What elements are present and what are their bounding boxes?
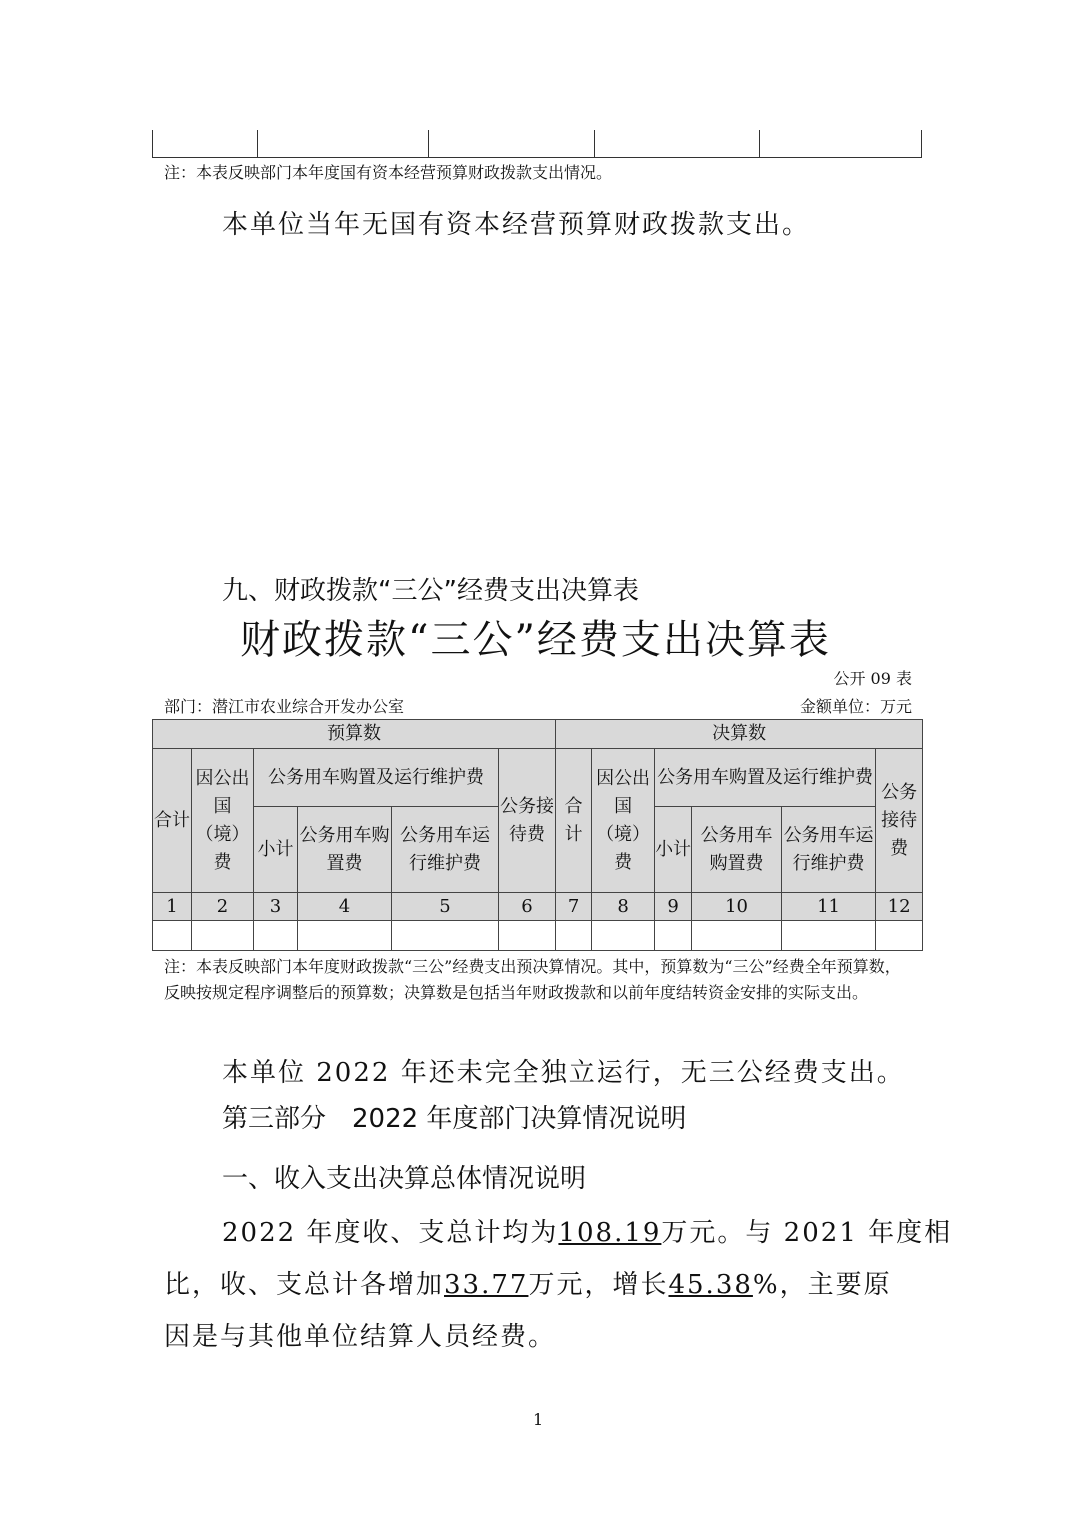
index-cell: 3 [254,893,298,921]
abroad-header: 因公出国（境）费 [592,749,655,893]
index-cell: 7 [556,893,592,921]
remnant-cell [258,130,429,158]
para-text: 万元。与 2021 年度相 [661,1218,953,1248]
previous-table-remnant [152,130,922,158]
remnant-cell [760,130,922,158]
para-text: %，主要原 [752,1270,892,1300]
index-cell: 8 [592,893,655,921]
car-group-header: 公务用车购置及运行维护费 [655,749,876,807]
page-number: 1 [533,1410,544,1429]
sub-heading: 一、收入支出决算总体情况说明 [222,1164,587,1194]
para-line-1 [222,1212,952,1249]
index-cell: 4 [298,893,392,921]
index-cell: 9 [655,893,692,921]
car-purchase-header: 公务用车购置费 [692,807,782,893]
table-code: 公开 09 表 [833,669,912,688]
table-title: 财政拨款“三公”经费支出决算表 [240,617,831,663]
part3-heading: 第三部分 2022 年度部门决算情况说明 [222,1104,687,1134]
heji-header: 合计 [153,749,192,893]
statement-2022: 本单位 2022 年还未完全独立运行，无三公经费支出。 [222,1058,905,1088]
section-heading: 九、财政拨款“三公”经费支出决算表 [222,576,639,606]
empty-cell [876,921,923,951]
reception-header: 公务接待费 [499,749,556,893]
empty-cell [556,921,592,951]
empty-cell [592,921,655,951]
empty-cell [499,921,556,951]
remnant-cell [595,130,760,158]
subtotal-header: 小计 [655,807,692,893]
para-text: 比，收、支总计各增加 [164,1270,445,1300]
increase-value: 33.77 [444,1270,529,1300]
car-purchase-header: 公务用车购置费 [298,807,392,893]
index-cell: 11 [782,893,876,921]
index-cell: 10 [692,893,782,921]
reception-header: 公务接待费 [876,749,923,893]
empty-cell [392,921,499,951]
department-label: 部门：潜江市农业综合开发办公室 [164,697,405,716]
unit-label: 金额单位：万元 [799,697,912,716]
heji-header: 合计 [556,749,592,893]
index-cell: 12 [876,893,923,921]
index-cell: 2 [192,893,254,921]
car-operation-header: 公务用车运行维护费 [392,807,499,893]
empty-cell [192,921,254,951]
abroad-header: 因公出国（境）费 [192,749,254,893]
empty-cell [692,921,782,951]
para-text: 2022 年度收、支总计均为 [222,1218,559,1248]
empty-cell [254,921,298,951]
empty-cell [782,921,876,951]
table-note: 注：本表反映部门本年度财政拨款“三公”经费支出预决算情况。其中，预算数为“三公”经费全年预算数，反映按规定程序调整后的预算数；决算数是包括当年财政拨款和以前年度结转资金安排的实际支出。 [164,957,901,1002]
para-line-3: 因是与其他单位结算人员经费。 [164,1322,557,1352]
budget-header: 预算数 [153,720,556,749]
index-cell: 5 [392,893,499,921]
growth-value: 45.38 [668,1270,753,1300]
car-group-header: 公务用车购置及运行维护费 [254,749,499,807]
index-cell: 6 [499,893,556,921]
remnant-cell [153,130,258,158]
top-note: 注：本表反映部门本年度国有资本经营预算财政拨款支出情况。 [164,163,613,182]
total-value: 108.19 [558,1218,662,1248]
index-cell: 1 [153,893,192,921]
empty-cell [153,921,192,951]
sangong-expenditure-table [152,719,923,951]
remnant-cell [429,130,595,158]
final-header: 决算数 [556,720,923,749]
para-text: 万元，增长 [528,1270,669,1300]
empty-cell [655,921,692,951]
empty-cell [298,921,392,951]
para-line-2 [164,1264,892,1301]
top-statement: 本单位当年无国有资本经营预算财政拨款支出。 [222,210,811,240]
car-operation-header: 公务用车运行维护费 [782,807,876,893]
subtotal-header: 小计 [254,807,298,893]
